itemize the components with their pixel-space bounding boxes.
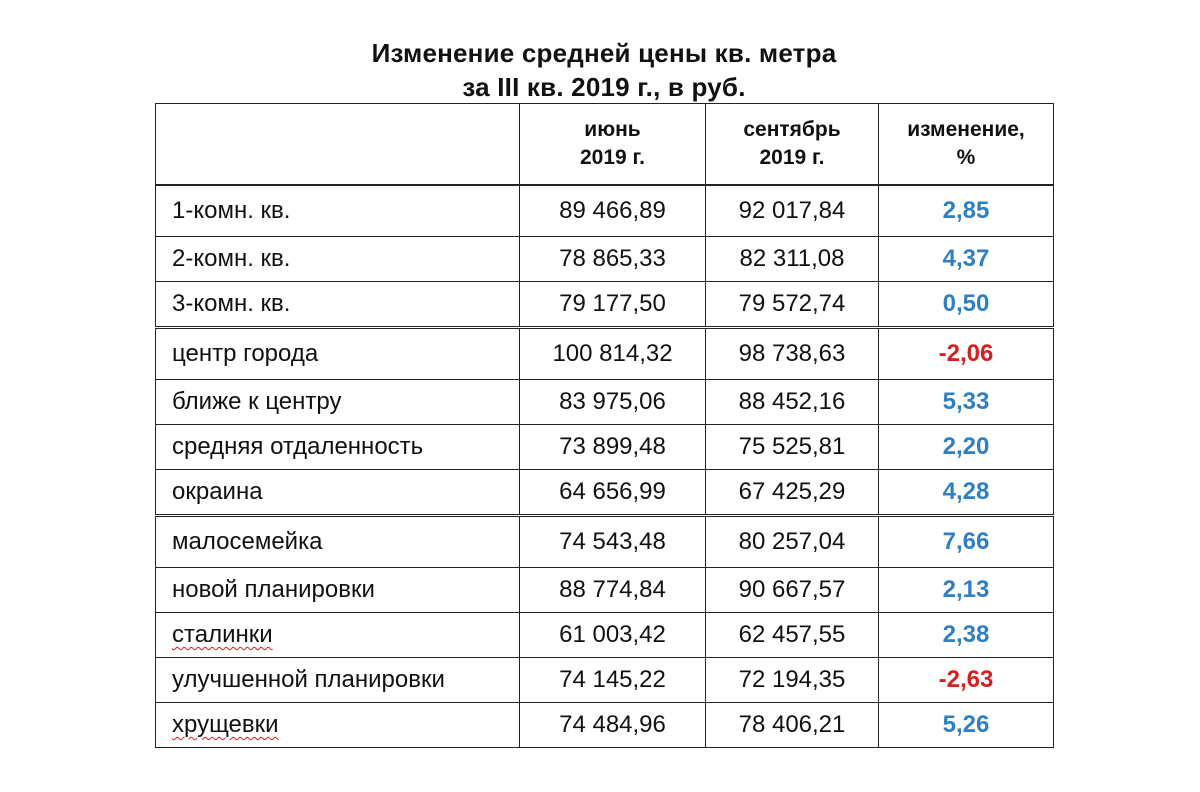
june-price: 78 865,33	[520, 237, 706, 282]
june-price: 89 466,89	[520, 185, 706, 237]
header-change-unit: %	[956, 146, 976, 169]
june-price: 79 177,50	[520, 282, 706, 328]
table-row	[156, 328, 1054, 380]
row-name: 3-комн. кв.	[156, 282, 520, 328]
change-percent: -2,06	[879, 328, 1054, 380]
page-title	[0, 36, 1200, 104]
september-price: 82 311,08	[706, 237, 879, 282]
table-row	[156, 185, 1054, 237]
header-change-label: изменение,	[907, 118, 1025, 141]
change-percent: 7,66	[879, 516, 1054, 568]
table-row	[156, 613, 1054, 658]
table-row	[156, 568, 1054, 613]
june-price: 74 484,96	[520, 703, 706, 748]
row-name-text: хрущевки	[172, 711, 279, 738]
change-percent: 0,50	[879, 282, 1054, 328]
change-percent: 2,38	[879, 613, 1054, 658]
september-price: 98 738,63	[706, 328, 879, 380]
june-price: 88 774,84	[520, 568, 706, 613]
row-name: окраина	[156, 470, 520, 516]
table-row	[156, 658, 1054, 703]
september-price: 78 406,21	[706, 703, 879, 748]
september-price: 62 457,55	[706, 613, 879, 658]
table-row	[156, 237, 1054, 282]
table-row	[156, 282, 1054, 328]
table-row	[156, 425, 1054, 470]
september-price: 72 194,35	[706, 658, 879, 703]
june-price: 100 814,32	[520, 328, 706, 380]
row-name: улучшенной планировки	[156, 658, 520, 703]
june-price: 64 656,99	[520, 470, 706, 516]
june-price: 61 003,42	[520, 613, 706, 658]
september-price: 92 017,84	[706, 185, 879, 237]
row-name-text: сталинки	[172, 621, 273, 648]
title-line-2: за III кв. 2019 г., в руб.	[462, 72, 746, 102]
table-row	[156, 516, 1054, 568]
header-empty	[156, 104, 520, 186]
september-price: 75 525,81	[706, 425, 879, 470]
row-name	[156, 613, 520, 658]
change-percent: 5,33	[879, 380, 1054, 425]
price-table	[155, 103, 1054, 748]
header-september-year: 2019 г.	[759, 146, 825, 169]
row-name: 1-комн. кв.	[156, 185, 520, 237]
header-september	[706, 104, 879, 186]
change-percent: 4,28	[879, 470, 1054, 516]
row-name: 2-комн. кв.	[156, 237, 520, 282]
table-row	[156, 470, 1054, 516]
change-percent: -2,63	[879, 658, 1054, 703]
header-september-month: сентябрь	[743, 118, 841, 141]
change-percent: 2,13	[879, 568, 1054, 613]
june-price: 83 975,06	[520, 380, 706, 425]
row-name	[156, 703, 520, 748]
row-name: средняя отдаленность	[156, 425, 520, 470]
september-price: 80 257,04	[706, 516, 879, 568]
september-price: 90 667,57	[706, 568, 879, 613]
row-name: центр города	[156, 328, 520, 380]
row-name: малосемейка	[156, 516, 520, 568]
row-name: новой планировки	[156, 568, 520, 613]
september-price: 88 452,16	[706, 380, 879, 425]
header-june	[520, 104, 706, 186]
change-percent: 2,20	[879, 425, 1054, 470]
june-price: 74 543,48	[520, 516, 706, 568]
table-row	[156, 703, 1054, 748]
header-june-month: июнь	[584, 118, 641, 141]
june-price: 73 899,48	[520, 425, 706, 470]
title-line-1: Изменение средней цены кв. метра	[371, 38, 837, 68]
table-row	[156, 380, 1054, 425]
header-june-year: 2019 г.	[579, 146, 646, 169]
change-percent: 5,26	[879, 703, 1054, 748]
june-price: 74 145,22	[520, 658, 706, 703]
september-price: 79 572,74	[706, 282, 879, 328]
header-row	[156, 104, 1054, 186]
row-name: ближе к центру	[156, 380, 520, 425]
header-change	[879, 104, 1054, 186]
change-percent: 2,85	[879, 185, 1054, 237]
change-percent: 4,37	[879, 237, 1054, 282]
september-price: 67 425,29	[706, 470, 879, 516]
